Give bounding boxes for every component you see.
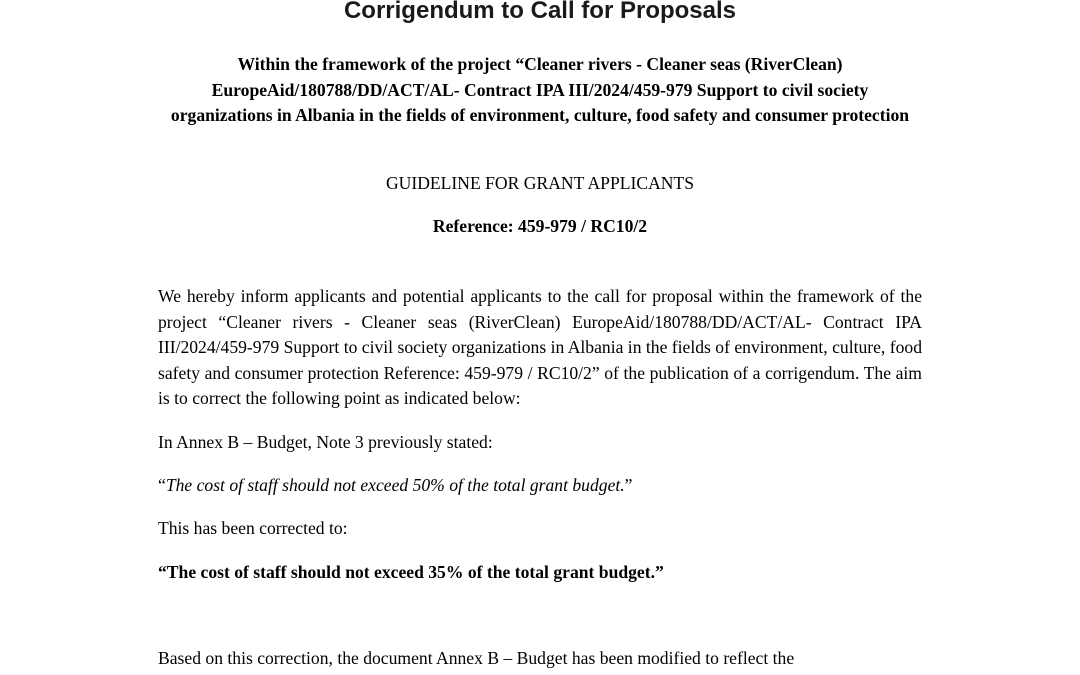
corrected-statement-label: This has been corrected to: [158, 518, 348, 538]
previous-quote-text: The cost of staff should not exceed 50% of the total grant budget. [165, 475, 625, 495]
quote-open-mark: “ [158, 475, 166, 495]
intro-paragraph: We hereby inform applicants and potential applicants to the call for proposal within the framework of the project “Cleaner rivers - Cleaner seas (RiverClean) EuropeAid/180788/DD/ACT/AL- Contract IPA III/2024/459-979 Support to civil society organizations in Albania in the fields of environment, culture, food safety and consumer protection Reference: 459-979 / RC10/2” of the publication of a corrigendum. The aim is to correct the following point as indicated below: [158, 286, 922, 408]
project-framework-heading: Within the framework of the project “Cleaner rivers - Cleaner seas (RiverClean) EuropeAid/180788/DD/ACT/AL- Contract IPA III/2024/459-979 Support to civil society organizations in Albania in the fields of environment, culture, food safety and consumer protection [170, 54, 910, 126]
guideline-heading: GUIDELINE FOR GRANT APPLICANTS [385, 173, 695, 193]
previous-statement-quote [158, 473, 922, 499]
document-title: Corrigendum to Call for Proposals [343, 0, 737, 24]
quote-close-mark: ” [624, 475, 633, 495]
previous-statement-label: In Annex B – Budget, Note 3 previously stated: [158, 432, 493, 452]
closing-paragraph: Based on this correction, the document Annex B – Budget has been modified to reflect the [158, 648, 795, 668]
corrected-statement-quote: “The cost of staff should not exceed 35% of the total grant budget.” [158, 562, 664, 582]
reference-heading: Reference: 459-979 / RC10/2 [432, 216, 648, 236]
